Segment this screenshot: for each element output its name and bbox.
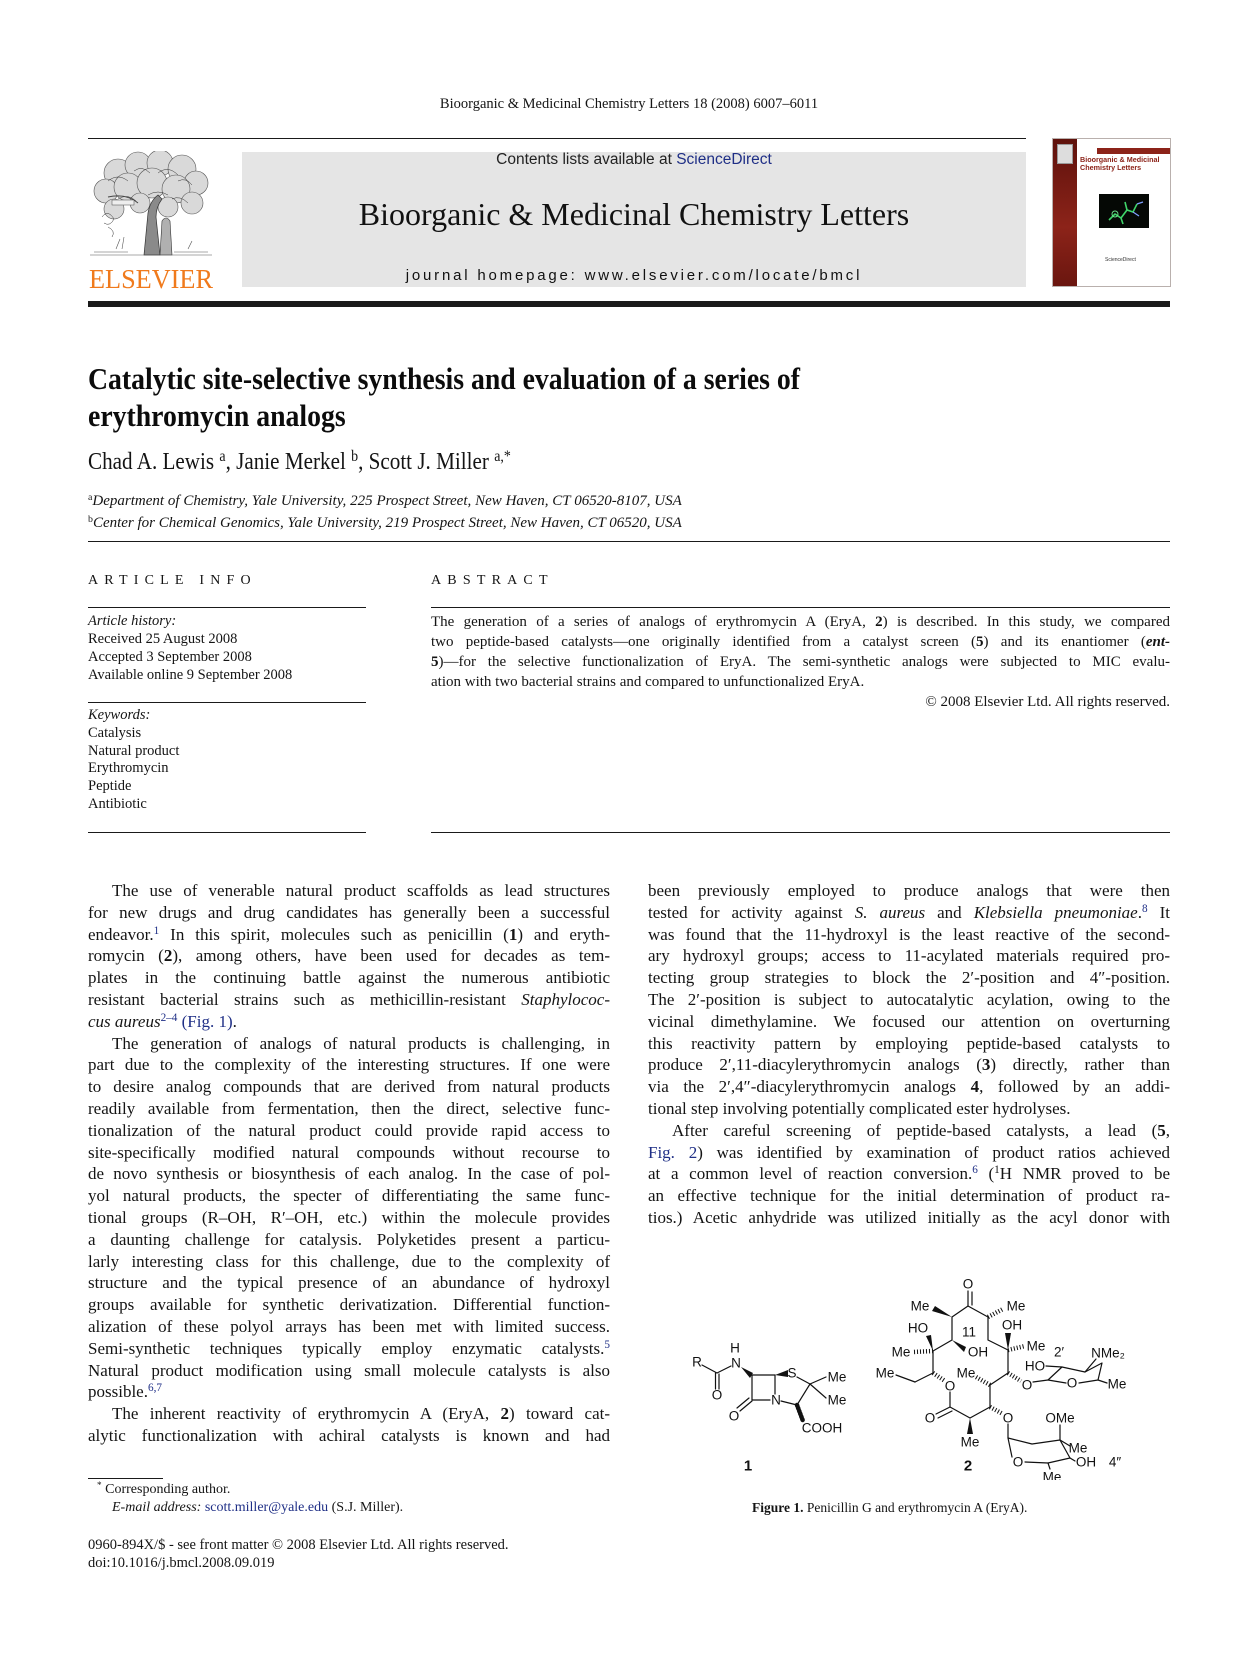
text-run: It bbox=[1147, 902, 1170, 922]
atom-label: Me bbox=[960, 1434, 980, 1450]
text-run: )—for the selective functionalization of EryA. The semi-synthetic analogs were subjected to MIC evalu- bbox=[438, 654, 1170, 670]
text-line bbox=[88, 1294, 610, 1316]
text-line bbox=[88, 1120, 610, 1142]
text-line bbox=[648, 880, 1170, 902]
atom-label: Me bbox=[956, 1365, 976, 1381]
text-run: alization of these polyol arrays has been met with limited success. bbox=[88, 1316, 610, 1336]
text-run: a,* bbox=[494, 447, 511, 465]
atom-label: Me bbox=[910, 1298, 930, 1314]
sciencedirect-link[interactable]: ScienceDirect bbox=[676, 151, 772, 168]
text-run: possible. bbox=[88, 1382, 148, 1402]
text-run: ation with two bacterial strains and compared to unfunctionalized EryA. bbox=[431, 674, 865, 690]
figure-1 bbox=[680, 1270, 1150, 1480]
cover-title-line: Chemistry Letters bbox=[1080, 163, 1142, 172]
article-title-line: erythromycin analogs bbox=[88, 398, 346, 433]
text-line bbox=[648, 1142, 1170, 1164]
text-run: Chad A. Lewis bbox=[88, 449, 220, 475]
atom-label: O bbox=[962, 1276, 974, 1292]
text-run: was found that the 11-hydroxyl is the least reactive of the second- bbox=[648, 924, 1170, 944]
text-line bbox=[88, 1033, 610, 1055]
atom-label: OH bbox=[1075, 1454, 1097, 1470]
text-run: Natural product modification using small molecule catalysts is also bbox=[88, 1360, 610, 1380]
atom-label: Me bbox=[891, 1344, 911, 1360]
text-line bbox=[88, 1207, 610, 1229]
text-line bbox=[88, 1316, 610, 1338]
text-run: 5 bbox=[431, 654, 439, 670]
header-rule bbox=[88, 138, 1026, 139]
molecule-render-icon bbox=[1099, 194, 1149, 228]
keyword-item: Antibiotic bbox=[88, 795, 147, 812]
text-line bbox=[648, 1098, 1170, 1120]
text-run: ) and its enantiomer ( bbox=[983, 634, 1146, 650]
text-line bbox=[88, 1403, 610, 1425]
corresponding-author-footnote bbox=[97, 1481, 403, 1517]
atom-label: OMe bbox=[1045, 1410, 1075, 1426]
text-run: via the 2′,4″-diacylerythromycin analogs bbox=[648, 1077, 971, 1097]
text-run: a daunting challenge for catalysis. Polyketides present a particu- bbox=[88, 1229, 610, 1249]
keyword-item: Peptide bbox=[88, 778, 132, 795]
text-run: an effective technique for the initial determination of product ra- bbox=[648, 1186, 1170, 1206]
text-line bbox=[648, 1033, 1170, 1055]
article-title-line: Catalytic site-selective synthesis and evaluation of a series of bbox=[88, 361, 801, 396]
atom-label: S bbox=[787, 1365, 797, 1381]
text-run: After careful screening of peptide-based catalysts, a lead ( bbox=[672, 1120, 1158, 1140]
atom-label: OH bbox=[967, 1344, 989, 1360]
text-line bbox=[648, 902, 1170, 924]
footnote-corresponding: Corresponding author. bbox=[101, 1482, 231, 1497]
text-run: 1 bbox=[508, 924, 518, 944]
text-run: 1 bbox=[994, 1164, 1000, 1177]
text-run: tested for activity against bbox=[648, 902, 855, 922]
atom-label: 2′ bbox=[1053, 1344, 1065, 1360]
body-right-column bbox=[648, 880, 1170, 1229]
text-run: Semi-synthetic techniques typically employ enzymatic catalysts. bbox=[88, 1338, 605, 1358]
text-line bbox=[88, 967, 610, 989]
text-run: yol natural products, the specter of differentiating the same func- bbox=[88, 1186, 610, 1206]
text-run: vicinal dimethylamine. We focused our attention on overturning bbox=[648, 1011, 1170, 1031]
reference-link[interactable]: 6,7 bbox=[147, 1382, 163, 1395]
running-header: Bioorganic & Medicinal Chemistry Letters 18 (2008) 6007–6011 bbox=[439, 96, 819, 112]
text-line bbox=[88, 880, 610, 902]
figure-caption-label: Figure 1. bbox=[752, 1500, 804, 1515]
text-run: Department of Chemistry, Yale University, 225 Prospect Street, New Haven, CT 06520-8107, USA bbox=[92, 493, 682, 509]
atom-label: Me bbox=[1042, 1469, 1062, 1480]
cover-molecule-image bbox=[1099, 194, 1149, 228]
text-run: groups available for synthetic derivatization. Differential function- bbox=[88, 1295, 610, 1315]
text-line bbox=[648, 1011, 1170, 1033]
affiliations bbox=[88, 491, 682, 535]
text-run: site-specifically modified natural compounds without recourse to bbox=[88, 1142, 610, 1162]
text-run: 4 bbox=[970, 1077, 980, 1097]
text-run: 5 bbox=[976, 634, 984, 650]
text-run: , followed by an addi- bbox=[979, 1077, 1171, 1097]
text-run: Center for Chemical Genomics, Yale University, 219 Prospect Street, New Haven, CT 06520, USA bbox=[92, 514, 682, 531]
author-list bbox=[88, 447, 511, 475]
atom-label: O bbox=[924, 1410, 936, 1426]
text-run: 5 bbox=[1157, 1120, 1166, 1140]
text-line bbox=[88, 945, 610, 967]
article-history bbox=[88, 612, 366, 684]
text-line bbox=[88, 1272, 610, 1294]
text-run: The use of venerable natural product scaffolds as lead structures bbox=[112, 881, 610, 900]
text-line bbox=[88, 1011, 610, 1033]
text-run: , Scott J. Miller bbox=[358, 449, 495, 475]
text-run: 2 bbox=[163, 946, 173, 966]
text-run: resistant bacterial strains such as methicillin-resistant bbox=[88, 989, 522, 1009]
text-line bbox=[648, 1163, 1170, 1185]
text-run: ) toward cat- bbox=[509, 1404, 610, 1424]
history-received: Received 25 August 2008 bbox=[88, 631, 238, 647]
text-line bbox=[88, 1076, 610, 1098]
text-line bbox=[648, 967, 1170, 989]
atom-label: O bbox=[1002, 1410, 1014, 1426]
text-run: The 2′-position is subject to autocatalytic acylation, owing to the bbox=[648, 989, 1170, 1009]
text-run: tionalization of the natural product could provide rapid access to bbox=[88, 1120, 610, 1140]
email-link[interactable]: scott.miller@yale.edu bbox=[204, 1500, 329, 1515]
elsevier-logo[interactable] bbox=[88, 151, 214, 291]
footnote-rule bbox=[88, 1478, 163, 1479]
text-line bbox=[648, 1185, 1170, 1207]
abstract-bottom-rule bbox=[431, 832, 1170, 833]
body-left-column bbox=[88, 880, 610, 1447]
text-run: b bbox=[351, 447, 359, 465]
text-run: tional step involving potentially complicated ester hydrolyses. bbox=[648, 1098, 1071, 1118]
atom-label: Me bbox=[1006, 1298, 1026, 1314]
atom-label: N bbox=[771, 1392, 781, 1408]
text-run: alytic functionalization with achiral catalysts is known and had bbox=[88, 1425, 610, 1445]
atom-label: O bbox=[944, 1378, 956, 1394]
text-line bbox=[648, 1207, 1170, 1229]
text-line bbox=[648, 945, 1170, 967]
text-line bbox=[648, 1076, 1170, 1098]
article-info-heading: ARTICLE INFO bbox=[88, 573, 257, 588]
text-run: Staphylococ- bbox=[521, 989, 610, 1009]
history-accepted: Accepted 3 September 2008 bbox=[88, 649, 252, 665]
atom-label: Me bbox=[827, 1369, 847, 1385]
text-line bbox=[88, 1163, 610, 1185]
text-line bbox=[88, 1360, 610, 1382]
text-run: this reactivity pattern by employing peptide-based catalysts to bbox=[648, 1033, 1170, 1053]
issn-line: 0960-894X/$ - see front matter © 2008 Elsevier Ltd. All rights reserved. bbox=[88, 1537, 509, 1553]
text-line bbox=[431, 652, 1170, 672]
text-run: ) and eryth- bbox=[517, 924, 610, 944]
text-run: ) is described. In this study, we compared bbox=[882, 614, 1170, 630]
text-line bbox=[648, 1054, 1170, 1076]
text-run: a bbox=[219, 447, 226, 465]
cover-title-line: Bioorganic & Medicinal bbox=[1080, 155, 1160, 164]
text-run: to desire analog compounds that are derived from natural products bbox=[88, 1077, 610, 1097]
text-run: tios.) Acetic anhydride was utilized initially as the acyl donor with bbox=[648, 1207, 1170, 1227]
journal-title: Bioorganic & Medicinal Chemistry Letters bbox=[358, 196, 910, 232]
reference-link[interactable]: 5 bbox=[604, 1338, 610, 1351]
text-run: b bbox=[88, 513, 93, 525]
journal-cover-thumbnail[interactable] bbox=[1052, 138, 1171, 287]
page-footer bbox=[88, 1536, 509, 1572]
text-line bbox=[431, 612, 1170, 632]
text-run: tional groups (R–OH, R′–OH, etc.) within the molecule provides bbox=[88, 1207, 610, 1227]
article-title bbox=[88, 360, 884, 434]
atom-label: O bbox=[1012, 1454, 1024, 1470]
email-suffix: (S.J. Miller). bbox=[328, 1500, 404, 1515]
text-line bbox=[648, 924, 1170, 946]
atom-label: R bbox=[692, 1354, 702, 1370]
text-line bbox=[648, 989, 1170, 1011]
history-online: Available online 9 September 2008 bbox=[88, 667, 293, 683]
text-run: for new drugs and drug candidates has generally been a successful bbox=[88, 902, 610, 922]
text-run: romycin ( bbox=[88, 946, 164, 966]
cover-elsevier-icon bbox=[1057, 144, 1073, 164]
text-run: ) was identified by examination of product ratios achieved bbox=[697, 1142, 1170, 1162]
text-line bbox=[88, 1185, 610, 1207]
penicillin-wedges bbox=[741, 1367, 788, 1378]
reference-link[interactable]: (Fig. 1) bbox=[181, 1011, 233, 1031]
atom-label: Me bbox=[1026, 1338, 1046, 1354]
abstract-text bbox=[431, 612, 1170, 692]
section-rule bbox=[88, 541, 1170, 542]
text-run: larly interesting class for this challenge, due to the complexity of bbox=[88, 1251, 610, 1271]
cover-top-bar bbox=[1097, 148, 1170, 154]
article-history-label: Article history: bbox=[88, 613, 177, 629]
article-info-rule bbox=[88, 607, 366, 608]
email-label: E-mail address: bbox=[112, 1500, 205, 1515]
text-line bbox=[88, 1338, 610, 1360]
text-line bbox=[88, 902, 610, 924]
text-run: de novo synthesis or biosynthesis of each analog. In the case of pol- bbox=[88, 1164, 610, 1184]
text-run: part due to the complexity of the interesting structures. If one were bbox=[88, 1055, 610, 1075]
text-run: . bbox=[232, 1011, 237, 1031]
text-line bbox=[88, 924, 610, 946]
atom-label: O bbox=[711, 1387, 723, 1403]
atom-label: Me bbox=[827, 1392, 847, 1408]
text-run: . bbox=[1137, 902, 1142, 922]
text-run: H NMR proved to be bbox=[999, 1164, 1171, 1184]
journal-homepage-link[interactable]: journal homepage: www.elsevier.com/locate/bmcl bbox=[405, 267, 863, 284]
text-line bbox=[88, 1381, 610, 1403]
text-line bbox=[88, 1054, 610, 1076]
footnote-star: * bbox=[97, 1480, 102, 1491]
atom-labels bbox=[692, 1277, 1126, 1481]
text-run: produce 2′,11-diacylerythromycin analogs ( bbox=[648, 1055, 982, 1075]
atom-label: COOH bbox=[801, 1420, 843, 1436]
text-run: 2 bbox=[875, 614, 883, 630]
atom-label: NMe₂ bbox=[1091, 1345, 1125, 1361]
elsevier-tree-icon bbox=[88, 151, 214, 291]
figure-caption-text: Penicillin G and erythromycin A (EryA). bbox=[803, 1500, 1028, 1515]
text-run: and bbox=[925, 902, 974, 922]
text-run: tecting group strategies to block the 2′-position and 4″-position. bbox=[648, 968, 1170, 988]
reference-link[interactable]: 1 bbox=[153, 924, 160, 937]
reference-link[interactable]: Fig. 2 bbox=[648, 1142, 698, 1162]
text-run: a bbox=[88, 491, 93, 503]
abstract-heading: ABSTRACT bbox=[431, 573, 554, 588]
text-run: ent- bbox=[1145, 634, 1170, 650]
article-info-bottom-rule bbox=[88, 832, 366, 833]
atom-label: Me bbox=[1068, 1440, 1088, 1456]
text-line bbox=[648, 1120, 1170, 1142]
text-run: two peptide-based catalysts—one originally identified from a catalyst screen ( bbox=[431, 634, 977, 650]
text-line bbox=[431, 632, 1170, 652]
text-run: readily available from fermentation, then the direct, selective func- bbox=[88, 1098, 610, 1118]
text-line bbox=[88, 1425, 610, 1447]
figure-1-caption bbox=[752, 1499, 1027, 1517]
text-line bbox=[88, 1251, 610, 1273]
keyword-item: Natural product bbox=[88, 742, 180, 759]
text-run: , bbox=[1165, 1120, 1170, 1140]
text-line bbox=[88, 1142, 610, 1164]
reference-link[interactable]: 8 bbox=[1141, 902, 1148, 915]
text-run: The generation of a series of analogs of erythromycin A (EryA, bbox=[431, 614, 876, 630]
doi-link[interactable]: doi:10.1016/j.bmcl.2008.09.019 bbox=[88, 1555, 275, 1571]
text-line bbox=[88, 989, 610, 1011]
atom-label: OH bbox=[1001, 1317, 1023, 1333]
text-run: structure and the typical presence of an abundance of hydroxyl bbox=[88, 1273, 610, 1293]
contents-availability bbox=[242, 150, 1026, 170]
atom-label: HO bbox=[1024, 1358, 1046, 1374]
atom-label: 11 bbox=[961, 1324, 977, 1340]
text-line bbox=[431, 672, 1170, 692]
compound-number: 2 bbox=[963, 1457, 973, 1475]
keywords-rule bbox=[88, 702, 366, 703]
text-run: endeavor. bbox=[88, 924, 154, 944]
atom-label: H bbox=[730, 1340, 740, 1356]
reference-link[interactable]: 2–4 bbox=[160, 1011, 178, 1024]
text-run: ) directly, rather than bbox=[990, 1055, 1171, 1075]
compound-number: 1 bbox=[743, 1457, 753, 1475]
atom-label: Me bbox=[875, 1365, 895, 1381]
text-run: ary hydroxyl groups; access to 11-acylated materials required pro- bbox=[648, 946, 1170, 966]
text-run: The generation of analogs of natural products is challenging, in bbox=[112, 1033, 610, 1053]
chemical-structures-figure bbox=[680, 1270, 1150, 1480]
keyword-item: Catalysis bbox=[88, 724, 142, 741]
keyword-item: Erythromycin bbox=[88, 760, 169, 777]
atom-label: N bbox=[731, 1355, 741, 1371]
compound-number-labels bbox=[744, 1458, 972, 1475]
text-line bbox=[88, 513, 682, 535]
text-line bbox=[88, 1098, 610, 1120]
text-line bbox=[88, 447, 511, 475]
text-run: ( bbox=[977, 1164, 995, 1184]
abstract-rule bbox=[431, 607, 1170, 608]
elsevier-wordmark: ELSEVIER bbox=[89, 264, 213, 291]
text-run: In this spirit, molecules such as penicillin ( bbox=[159, 924, 509, 944]
journal-masthead bbox=[242, 152, 1026, 287]
text-run: Klebsiella pneumoniae bbox=[973, 902, 1138, 922]
atom-label: HO bbox=[907, 1320, 929, 1336]
keywords bbox=[88, 707, 366, 814]
text-run: plates in the continuing battle against the numerous antibiotic bbox=[88, 968, 610, 988]
text-run: cus aureus bbox=[88, 1011, 161, 1031]
reference-link[interactable]: 6 bbox=[972, 1164, 978, 1177]
text-line bbox=[88, 491, 682, 513]
atom-label: Me bbox=[1107, 1376, 1127, 1392]
atom-label: O bbox=[728, 1408, 740, 1424]
text-run: at a common level of reaction conversion. bbox=[648, 1164, 973, 1184]
cover-sciencedirect-logo: ScienceDirect bbox=[1105, 257, 1136, 263]
abstract-copyright: © 2008 Elsevier Ltd. All rights reserved. bbox=[925, 694, 1170, 710]
cover-title bbox=[1080, 156, 1168, 172]
text-run: S. aureus bbox=[854, 902, 926, 922]
masthead-thick-rule bbox=[88, 301, 1170, 307]
text-run: 2 bbox=[500, 1404, 509, 1424]
text-line bbox=[88, 1229, 610, 1251]
atom-label: O bbox=[1021, 1377, 1033, 1393]
atom-label: 4″ bbox=[1108, 1454, 1122, 1470]
text-run: been previously employed to produce analogs that were then bbox=[648, 881, 1170, 900]
text-run: The inherent reactivity of erythromycin A (EryA, bbox=[112, 1404, 501, 1424]
text-run: ), among others, have been used for decades as tem- bbox=[172, 946, 610, 966]
text-run: 3 bbox=[981, 1055, 991, 1075]
keywords-label: Keywords: bbox=[88, 707, 151, 723]
contents-prefix: Contents lists available at bbox=[496, 151, 677, 168]
text-run: , Janie Merkel bbox=[225, 449, 352, 475]
atom-label: O bbox=[1066, 1375, 1078, 1391]
